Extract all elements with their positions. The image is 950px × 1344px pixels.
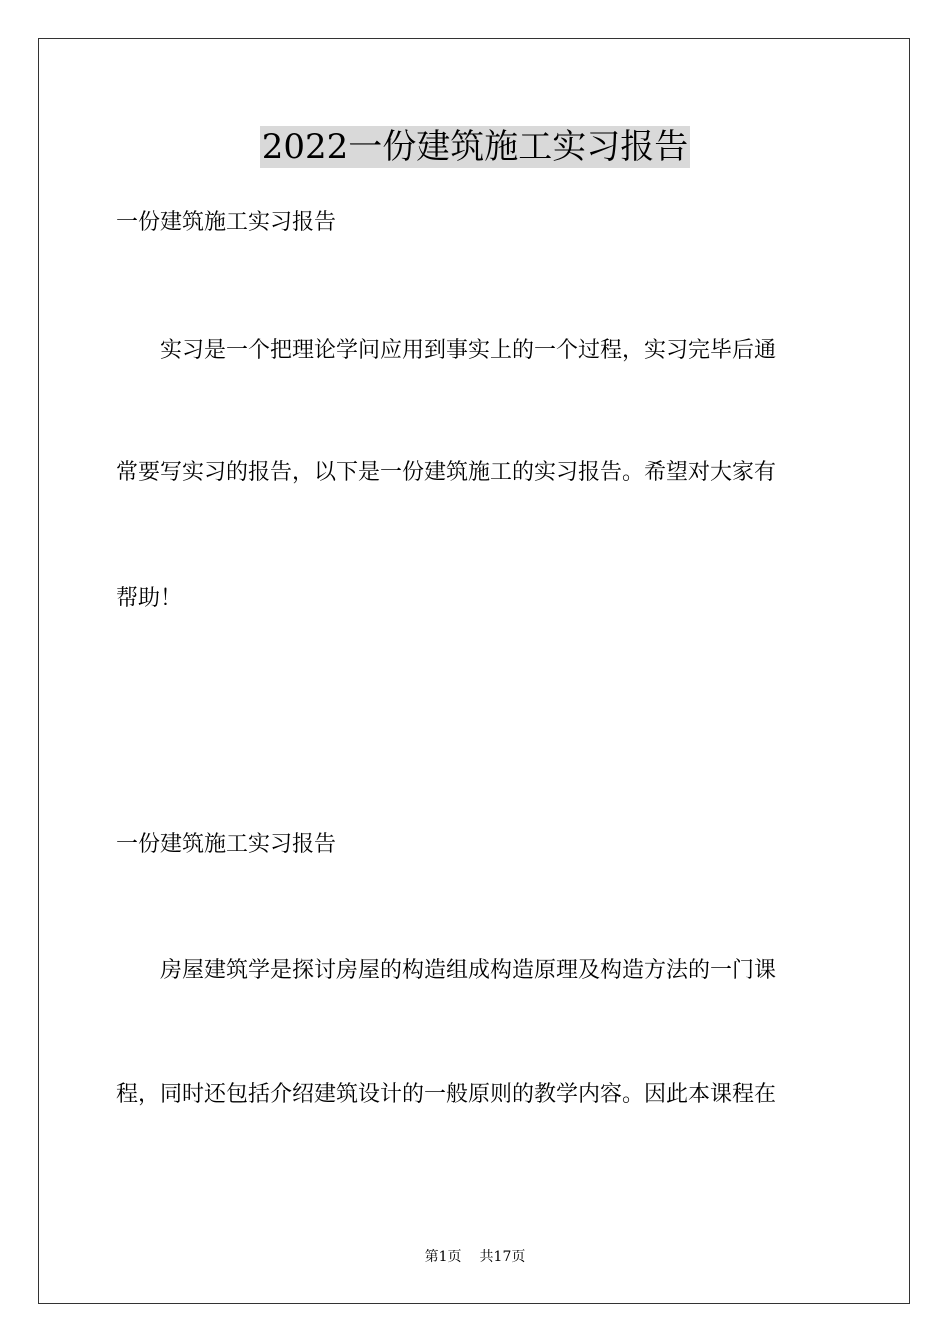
paragraph-line: 程，同时还包括介绍建筑设计的一般原则的教学内容。因此本课程在 [116,1082,777,1107]
section-heading: 一份建筑施工实习报告 [116,832,337,857]
page-number: 第1页 [424,1249,462,1265]
paragraph-line: 帮助！ [116,586,183,611]
document-title: 2022一份建筑施工实习报告 [261,127,689,167]
page-footer [0,1248,950,1266]
paragraph-line: 房屋建筑学是探讨房屋的构造组成构造原理及构造方法的一门课 [116,958,777,983]
paragraph-line: 实习是一个把理论学问应用到事实上的一个过程，实习完毕后通 [116,338,777,363]
subtitle-line: 一份建筑施工实习报告 [116,210,337,235]
page-total: 共17页 [479,1249,526,1265]
title-container [0,126,950,168]
paragraph-line: 常要写实习的报告，以下是一份建筑施工的实习报告。希望对大家有 [116,460,777,485]
